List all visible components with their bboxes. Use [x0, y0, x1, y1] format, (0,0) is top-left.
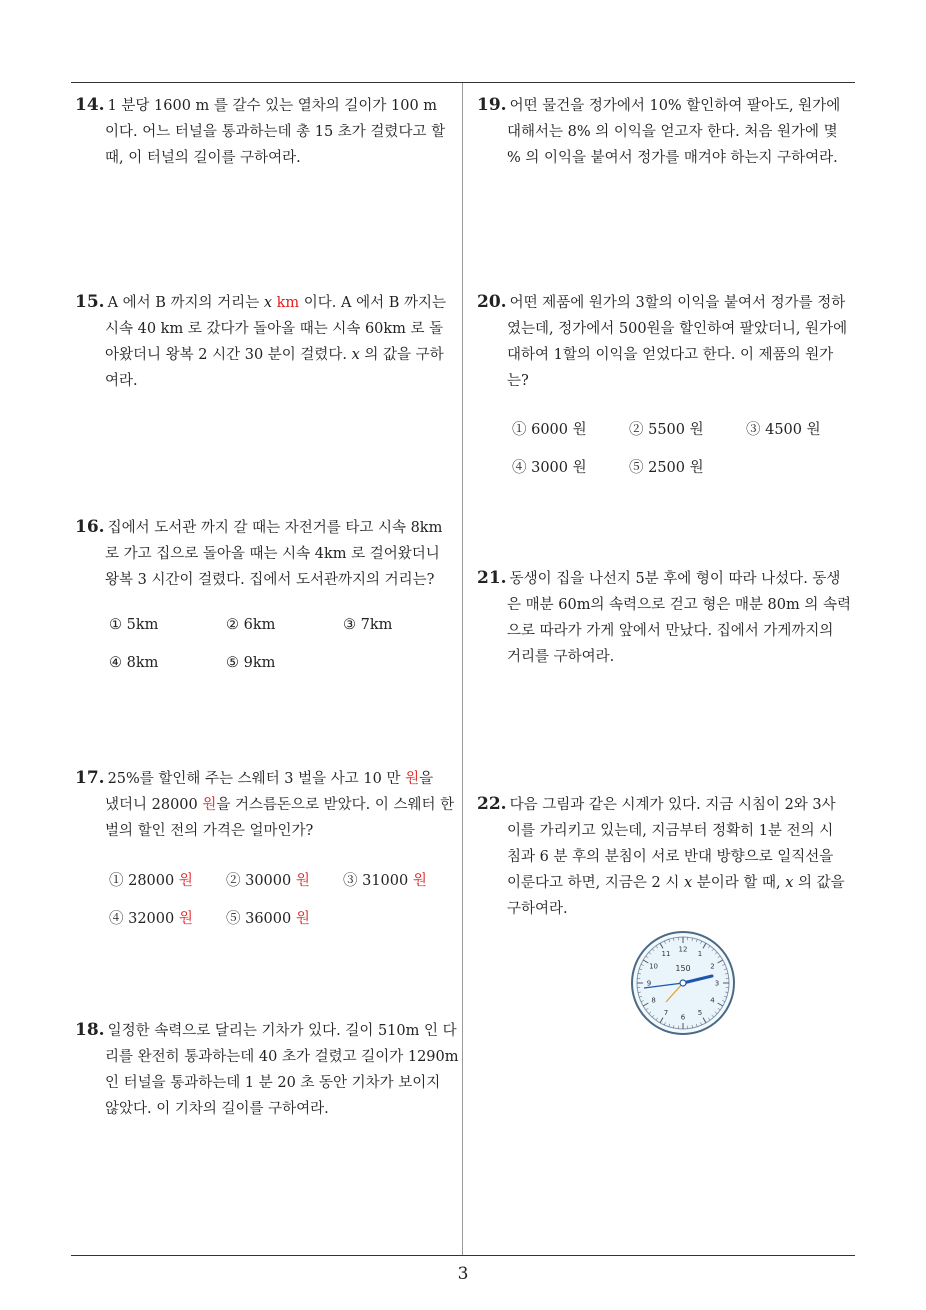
choice-3[interactable]: [343, 869, 427, 890]
variable-x: x: [683, 875, 693, 891]
unit-won: 원: [178, 911, 193, 927]
problem-number: 19.: [477, 95, 507, 115]
problem-number: 21.: [477, 568, 507, 588]
choice-label: ① 28000: [109, 873, 179, 889]
problem-text: 냈더니 28000: [105, 797, 203, 813]
clock-label: 150: [675, 964, 691, 973]
problem-number: 17.: [75, 768, 105, 788]
unit-won: 원: [405, 771, 420, 787]
choice-label: ③ 31000: [343, 873, 413, 889]
page-number: 3: [457, 1264, 469, 1284]
problem-21: [477, 565, 859, 670]
clock-numeral: 10: [649, 962, 659, 971]
choice-4[interactable]: ④ 3000 원: [512, 460, 587, 476]
clock-numeral: 4: [710, 996, 715, 1005]
problem-15: [75, 289, 457, 394]
clock-numeral: 8: [651, 996, 656, 1005]
clock-center: [680, 980, 686, 986]
clock-numeral: 2: [710, 962, 715, 971]
choice-label: ④ 32000: [109, 911, 179, 927]
clock-numeral: 3: [714, 979, 720, 988]
variable-x: x: [785, 875, 794, 891]
choice-3[interactable]: ③ 4500 원: [746, 422, 821, 438]
problem-text: 구하여라.: [507, 901, 568, 917]
unit-won: 원: [178, 873, 193, 889]
problem-text: 일정한 속력으로 달리는 기차가 있다. 길이 510m 인 다: [107, 1023, 457, 1039]
clock-numeral: 6: [680, 1013, 686, 1022]
top-rule: [71, 82, 855, 83]
clock-numeral: 12: [678, 945, 688, 954]
choice-label: ② 30000: [226, 873, 296, 889]
problem-text: 침과 6 분 후의 분침이 서로 반대 방향으로 일직선을: [507, 849, 834, 865]
clock-numeral: 11: [661, 950, 671, 959]
problem-text: 은 매분 60m의 속력으로 걷고 형은 매분 80m 의 속력: [507, 597, 852, 613]
problem-text: % 의 이익을 붙여서 정가를 매겨야 하는지 구하여라.: [507, 150, 838, 166]
problem-text: 어떤 물건을 정가에서 10% 할인하여 팔아도, 원가에: [509, 98, 841, 114]
problem-text: A 에서 B 까지의 거리는: [107, 295, 264, 311]
problem-number: 15.: [75, 292, 105, 312]
unit-won: 원: [202, 797, 217, 813]
problem-text: 였는데, 정가에서 500원을 할인하여 팔았더니, 원가에: [507, 321, 848, 337]
variable-x: x: [351, 347, 360, 363]
choice-5[interactable]: ⑤ 9km: [226, 655, 276, 671]
problem-number: 16.: [75, 517, 105, 537]
problem-text: 이다. A 에서 B 까지는: [299, 295, 446, 311]
problem-text: 1 분당 1600 m 를 갈수 있는 열차의 길이가 100 m: [107, 98, 438, 114]
problem-text: 대하여 1할의 이익을 얻었다고 한다. 이 제품의 원가: [507, 347, 834, 363]
problem-number: 20.: [477, 292, 507, 312]
choice-1[interactable]: [109, 869, 193, 890]
problem-text: 집에서 도서관 까지 갈 때는 자전거를 타고 시속 8km: [107, 520, 443, 536]
choice-5[interactable]: [226, 907, 310, 928]
variable-x: x: [263, 295, 272, 311]
unit-km: km: [272, 295, 300, 311]
clock-numeral: 9: [646, 979, 652, 988]
choice-2[interactable]: ② 5500 원: [629, 422, 704, 438]
problem-text: 리를 완전히 통과하는데 40 초가 걸렸고 길이가 1290m: [105, 1049, 459, 1065]
choice-label: ⑤ 36000: [226, 911, 296, 927]
choice-3[interactable]: ③ 7km: [343, 617, 393, 633]
problem-text: 왕복 3 시간이 걸렸다. 집에서 도서관까지의 거리는?: [105, 572, 435, 588]
problem-text: 아왔더니 왕복 2 시간 30 분이 걸렸다.: [105, 347, 352, 363]
choice-1[interactable]: ① 6000 원: [512, 422, 587, 438]
unit-won: 원: [295, 873, 310, 889]
choice-4[interactable]: ④ 8km: [109, 655, 159, 671]
problem-text: 이룬다고 하면, 지금은 2 시: [507, 875, 684, 891]
problem-18: [75, 1017, 457, 1122]
problem-22: [477, 791, 859, 922]
problem-number: 22.: [477, 794, 507, 814]
clock-numeral: 7: [663, 1008, 669, 1017]
problem-17: [75, 765, 457, 844]
problem-text: 을: [419, 771, 434, 787]
problem-text: 로 가고 집으로 돌아올 때는 시속 4km 로 걸어왔더니: [105, 546, 440, 562]
problem-number: 14.: [75, 95, 105, 115]
problem-text: 분이라 할 때,: [692, 875, 786, 891]
clock-numeral: 1: [697, 950, 703, 959]
unit-won: 원: [412, 873, 427, 889]
problem-text: 대해서는 8% 의 이익을 얻고자 한다. 처음 원가에 몇: [507, 124, 838, 140]
choice-2[interactable]: ② 6km: [226, 617, 276, 633]
unit-won: 원: [295, 911, 310, 927]
problem-16: [75, 514, 457, 593]
bottom-rule: [71, 1255, 855, 1256]
problem-text: 는?: [507, 373, 529, 389]
choice-4[interactable]: [109, 907, 193, 928]
clock-figure: [630, 930, 736, 1036]
problem-text: 어떤 제품에 원가의 3할의 이익을 붙여서 정가를 정하: [509, 295, 846, 311]
problem-text: 시속 40 km 로 갔다가 돌아올 때는 시속 60km 로 돌: [105, 321, 444, 337]
problem-text: 이다. 어느 터널을 통과하는데 총 15 초가 걸렸다고 할: [105, 124, 446, 140]
problem-text: 이를 가리키고 있는데, 지금부터 정확히 1분 전의 시: [507, 823, 834, 839]
problem-number: 18.: [75, 1020, 105, 1040]
problem-text: 않았다. 이 기차의 길이를 구하여라.: [105, 1101, 329, 1117]
choice-2[interactable]: [226, 869, 310, 890]
problem-text: 다음 그림과 같은 시계가 있다. 지금 시침이 2와 3사: [509, 797, 836, 813]
clock-numeral: 5: [697, 1008, 703, 1017]
problem-text: 의 값을: [793, 875, 845, 891]
problem-text: 25%를 할인해 주는 스웨터 3 벌을 사고 10 만: [107, 771, 406, 787]
problem-text: 으로 따라가 가게 앞에서 만났다. 집에서 가게까지의: [507, 623, 834, 639]
problem-20: [477, 289, 859, 394]
problem-text: 때, 이 터널의 길이를 구하여라.: [105, 150, 301, 166]
choice-5[interactable]: ⑤ 2500 원: [629, 460, 704, 476]
problem-text: 벌의 할인 전의 가격은 얼마인가?: [105, 823, 314, 839]
problem-14: [75, 92, 457, 171]
problem-text: 여라.: [105, 373, 138, 389]
problem-text: 동생이 집을 나선지 5분 후에 형이 따라 나섰다. 동생: [509, 571, 841, 587]
column-divider: [462, 83, 463, 1255]
problem-text: 을 거스름돈으로 받았다. 이 스웨터 한: [216, 797, 455, 813]
problem-19: [477, 92, 859, 171]
problem-text: 거리를 구하여라.: [507, 649, 615, 665]
choice-1[interactable]: ① 5km: [109, 617, 159, 633]
problem-text: 의 값을 구하: [359, 347, 444, 363]
problem-text: 인 터널을 통과하는데 1 분 20 초 동안 기차가 보이지: [105, 1075, 441, 1091]
